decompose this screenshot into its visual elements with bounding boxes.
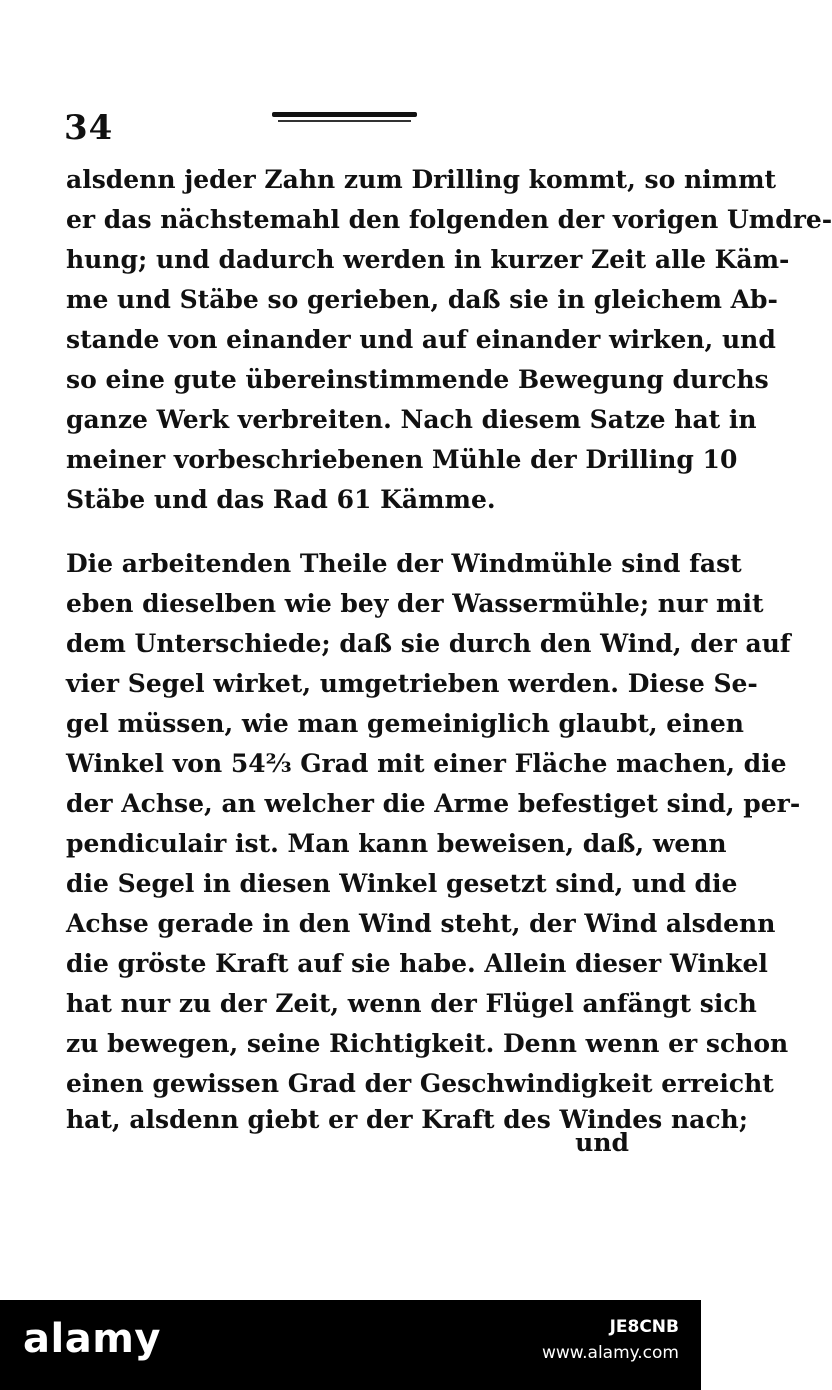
watermark-image-id: JE8CNB [609, 1317, 679, 1337]
text-line: Stäbe und das Rad 61 Kämme. [66, 485, 496, 514]
watermark-info [542, 1314, 679, 1366]
text-line: ganze Werk verbreiten. Nach diesem Satze hat in [66, 405, 757, 434]
text-line: zu bewegen, seine Richtigkeit. Denn wenn er schon [66, 1029, 789, 1058]
text-line: Die arbeitenden Theile der Windmühle sind fast [66, 549, 742, 578]
text-line: so eine gute übereinstimmende Bewegung durchs [66, 365, 769, 394]
text-line: Winkel von 54⅔ Grad mit einer Fläche machen, die [66, 749, 787, 778]
text-line: die gröste Kraft auf sie habe. Allein dieser Winkel [66, 949, 768, 978]
text-line: stande von einander und auf einander wirken, und [66, 325, 776, 354]
text-line: vier Segel wirket, umgetrieben werden. Diese Se- [66, 669, 758, 698]
header-rule-thin [278, 120, 411, 122]
header-rule [272, 112, 417, 121]
text-line: hat nur zu der Zeit, wenn der Flügel anfängt sich [66, 989, 757, 1018]
text-line: eben dieselben wie bey der Wassermühle; nur mit [66, 589, 764, 618]
watermark-logo: alamy [23, 1316, 161, 1362]
catchword: und [575, 1128, 629, 1157]
watermark-url: www.alamy.com [541, 1343, 679, 1363]
header-rule-thick [272, 112, 417, 117]
text-line: Achse gerade in den Wind steht, der Wind alsdenn [66, 909, 776, 938]
text-line: dem Unterschiede; daß sie durch den Wind, der auf [66, 629, 791, 658]
page-number: 34 [64, 108, 114, 148]
text-line: gel müssen, wie man gemeiniglich glaubt, einen [66, 709, 744, 738]
text-line: alsdenn jeder Zahn zum Drilling kommt, so nimmt [66, 165, 777, 194]
text-line: er das nächstemahl den folgenden der vorigen Umdre- [66, 205, 832, 234]
text-line: hat, alsdenn giebt er der Kraft des Windes nach; [66, 1105, 748, 1134]
text-line: meiner vorbeschriebenen Mühle der Drilling 10 [66, 445, 738, 474]
text-line: die Segel in diesen Winkel gesetzt sind, und die [66, 869, 738, 898]
text-line: pendiculair ist. Man kann beweisen, daß, wenn [66, 829, 727, 858]
text-line: hung; und dadurch werden in kurzer Zeit alle Käm- [66, 245, 790, 274]
text-line: me und Stäbe so gerieben, daß sie in gleichem Ab- [66, 285, 778, 314]
text-line: der Achse, an welcher die Arme befestiget sind, per- [66, 789, 801, 818]
text-line: einen gewissen Grad der Geschwindigkeit erreicht [66, 1069, 774, 1098]
